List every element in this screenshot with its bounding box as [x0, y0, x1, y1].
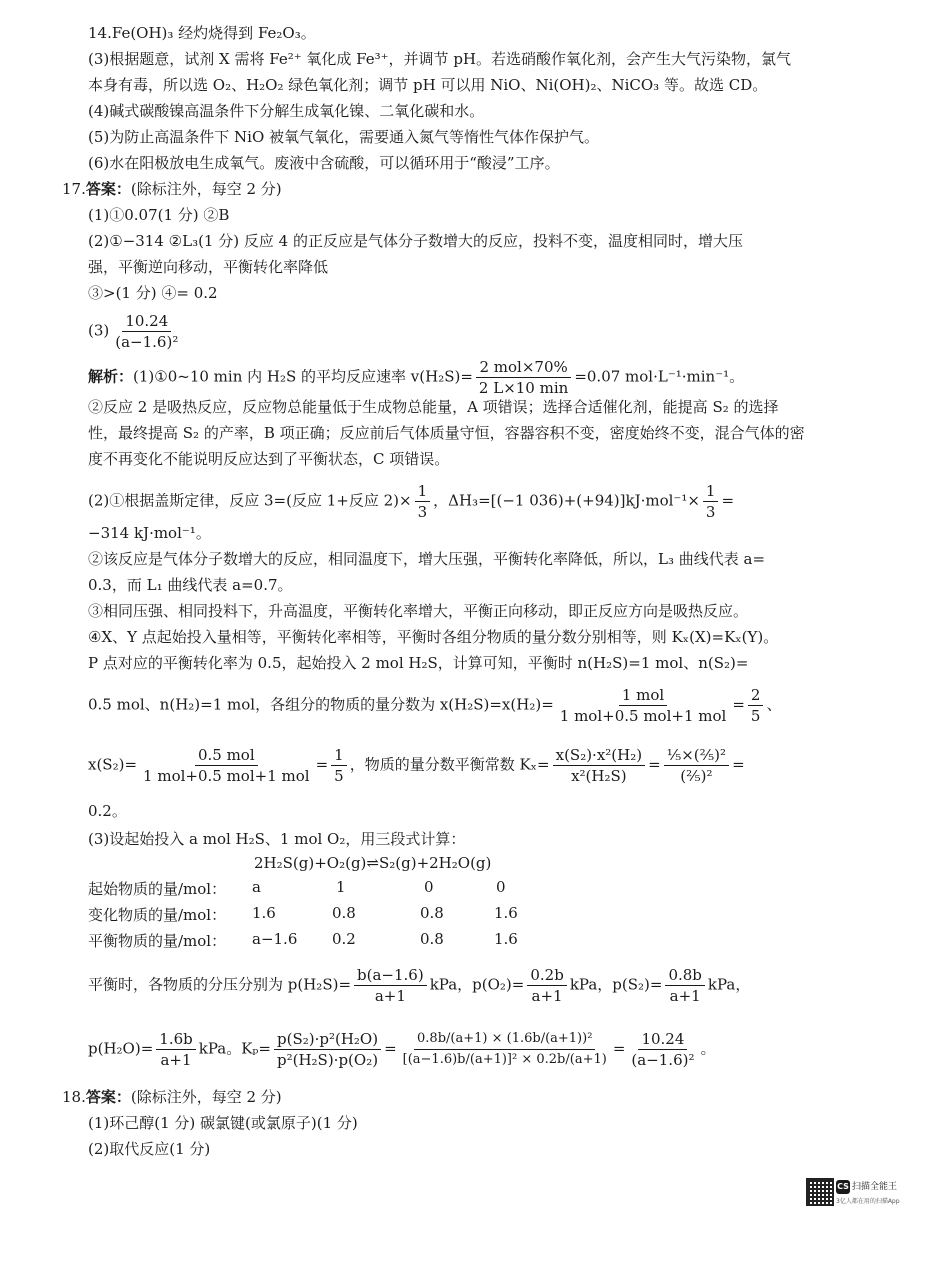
- q17-analysis-6-line2: P 点对应的平衡转化率为 0.5，起始投入 2 mol H₂S，计算可知，平衡时 n(H₂S)=1 mol、n(S₂)=: [88, 654, 749, 672]
- analysis-text: =: [732, 695, 745, 714]
- fraction-denominator: (a−1.6)²: [631, 1051, 695, 1069]
- q17-analysis-2-line1: ②反应 2 是吸热反应，反应物总能量低于生成物总能量，A 项错误；选择合适催化剂，能提高 S₂ 的选择: [88, 398, 779, 416]
- analysis-text: kPa，p(O₂)=: [429, 975, 525, 994]
- fraction-numerator: 1: [415, 482, 431, 502]
- fraction-denominator: 5: [334, 767, 344, 785]
- fraction-numerator: 1.6b: [156, 1030, 195, 1050]
- q17-answer-2-line3: ③>(1 分) ④= 0.2: [88, 284, 218, 302]
- q17-answer-1: (1)①0.07(1 分) ②B: [88, 206, 230, 224]
- q16-part5: (5)为防止高温条件下 NiO 被氧气氧化，需要通入氮气等惰性气体作保护气。: [88, 128, 600, 146]
- p-s2-fraction: [665, 966, 704, 1005]
- q17-analysis-3-result: −314 kJ·mol⁻¹。: [88, 524, 211, 542]
- two-fifths-fraction: [748, 686, 764, 725]
- q17-answer-3-fraction: [112, 312, 181, 351]
- table-cell: a−1.6: [252, 930, 298, 948]
- fraction-numerator: 0.8b/(a+1) × (1.6b/(a+1))²: [414, 1030, 595, 1050]
- q18-answer-2: (2)取代反应(1 分): [88, 1140, 211, 1158]
- analysis-text: kPa，: [707, 975, 751, 994]
- analysis-text: ，物质的量分数平衡常数 Kₓ=: [349, 755, 550, 774]
- table-cell: 0: [496, 878, 506, 896]
- fraction-denominator: a+1: [669, 987, 701, 1005]
- s2-fraction: [140, 746, 313, 785]
- analysis-text: 平衡时，各物质的分压分别为 p(H₂S)=: [88, 975, 352, 994]
- analysis-text: (1)①0~10 min 内 H₂S 的平均反应速率 v(H₂S)=: [133, 367, 473, 386]
- fraction-denominator: 1 mol+0.5 mol+1 mol: [559, 707, 727, 725]
- fraction-denominator: 3: [705, 503, 716, 521]
- analysis-text: =: [721, 491, 735, 510]
- q17-analysis-kp: [88, 1030, 716, 1069]
- table-cell: 1.6: [252, 904, 276, 922]
- analysis-text: kPa。Kₚ=: [198, 1039, 271, 1058]
- analysis-text: ，ΔH₃=[(−1 036)+(+94)]kJ·mol⁻¹×: [433, 491, 700, 510]
- qr-code-icon: [806, 1178, 834, 1206]
- q17-analysis-4-line1: ②该反应是气体分子数增大的反应，相同温度下，增大压强，平衡转化率降低，所以，L₃ 曲线代表 a=: [88, 550, 766, 568]
- q17-analysis-5: ③相同压强、相同投料下，升高温度，平衡转化率增大，平衡正向移动，即正反应方向是吸热反应。: [88, 602, 749, 620]
- fraction-numerator: 1 mol: [619, 686, 667, 706]
- kp-result-fraction: [628, 1030, 697, 1069]
- q18-answer-header: [62, 1086, 282, 1108]
- q17-analysis-2-line2: 性，最终提高 S₂ 的产率，B 项正确；反应前后气体质量守恒，容器容积不变，密度始终不变，混合气体的密: [88, 424, 805, 442]
- q16-part4: (4)碱式碳酸镍高温条件下分解生成氧化镍、二氧化碳和水。: [88, 102, 485, 120]
- fraction-numerator: 2: [748, 686, 764, 706]
- table-cell: a: [252, 878, 261, 896]
- analysis-text: =: [315, 755, 329, 774]
- q17-analysis-part3-intro: (3)设起始投入 a mol H₂S、1 mol O₂，用三段式计算：: [88, 830, 466, 848]
- fraction-numerator: 1: [331, 746, 347, 766]
- analysis-text: 。: [700, 1039, 716, 1058]
- fraction-numerator: 0.2b: [527, 966, 566, 986]
- q17-answer-3: [88, 312, 184, 351]
- q17-answer-note: (除标注外，每空 2 分): [130, 180, 282, 198]
- table-cell: 0.8: [332, 904, 356, 922]
- fraction-numerator: 10.24: [638, 1030, 687, 1050]
- fraction-denominator: x²(H₂S): [571, 767, 627, 785]
- q17-analysis-6-line1: ④X、Y 点起始投入量相等，平衡转化率相等，平衡时各组分物质的量分数分别相等，则 Kₓ(X)=Kₓ(Y)。: [88, 628, 779, 646]
- analysis-text: 、: [766, 695, 782, 714]
- q17-answer-3-prefix: (3): [88, 321, 110, 340]
- fraction-denominator: (⅖)²: [680, 767, 713, 785]
- q17-analysis-kx-result: 0.2。: [88, 802, 127, 820]
- q18-number: 18.: [62, 1088, 86, 1106]
- row-label: 变化物质的量/mol：: [88, 906, 227, 924]
- kx-value-fraction: [664, 746, 729, 785]
- third-fraction: [415, 482, 431, 521]
- q17-answer-2-line2: 强，平衡逆向移动，平衡转化率降低: [88, 258, 329, 276]
- camscanner-logo: CS: [836, 1180, 850, 1194]
- fraction-numerator: 2 mol×70%: [476, 358, 570, 378]
- analysis-text: (2)①根据盖斯定律，反应 3=(反应 1+反应 2)×: [88, 491, 412, 510]
- fraction-numerator: p(S₂)·p²(H₂O): [274, 1030, 381, 1050]
- kp-substitution-fraction: [400, 1030, 610, 1069]
- q16-line-14: 14.Fe(OH)₃ 经灼烧得到 Fe₂O₃。: [88, 24, 316, 42]
- q17-analysis-1: [88, 358, 744, 397]
- table-cell: 1: [336, 878, 346, 896]
- analysis-text: =: [732, 755, 745, 774]
- analysis-text: =: [384, 1039, 397, 1058]
- one-fifth-fraction: [331, 746, 347, 785]
- q18-answer-note: (除标注外，每空 2 分): [130, 1088, 282, 1106]
- analysis-text: kPa，p(S₂)=: [569, 975, 663, 994]
- fraction-denominator: [(a−1.6)b/(a+1)]² × 0.2b/(a+1): [402, 1052, 607, 1067]
- p-h2s-fraction: [354, 966, 427, 1005]
- fraction-numerator: 0.8b: [665, 966, 704, 986]
- q17-analysis-6-line3: [88, 686, 781, 725]
- analysis-text: 0.5 mol、n(H₂)=1 mol，各组分的物质的量分数为 x(H₂S)=x(H₂)=: [88, 695, 554, 714]
- q17-answer-label: 答案：: [85, 180, 131, 198]
- third-fraction-2: [703, 482, 719, 521]
- watermark-subtitle: 3亿人都在用的扫描App: [836, 1198, 900, 1205]
- q17-answer-header: [62, 178, 282, 200]
- q16-part6: (6)水在阳极放电生成氧气。废液中含硫酸，可以循环用于“酸浸”工序。: [88, 154, 560, 172]
- analysis-text: x(S₂)=: [88, 755, 138, 774]
- fraction-denominator: p²(H₂S)·p(O₂): [276, 1051, 379, 1069]
- watermark-name: 扫描全能王: [852, 1182, 898, 1192]
- fraction-denominator: a+1: [374, 987, 406, 1005]
- q18-answer-1: (1)环己醇(1 分) 碳氯键(或氯原子)(1 分): [88, 1114, 358, 1132]
- fraction-denominator: (a−1.6)²: [115, 333, 179, 351]
- fraction-denominator: 1 mol+0.5 mol+1 mol: [143, 767, 310, 785]
- fraction-numerator: 1: [703, 482, 719, 502]
- table-cell: 0: [424, 878, 434, 896]
- q17-number: 17.: [62, 180, 86, 198]
- q17-answer-2-line1: (2)①−314 ②L₃(1 分) 反应 4 的正反应是气体分子数增大的反应，投料不变，温度相同时，增大压: [88, 232, 743, 250]
- analysis-text: p(H₂O)=: [88, 1039, 154, 1058]
- row-label: 平衡物质的量/mol：: [88, 932, 227, 950]
- q16-part3-line1: (3)根据题意，试剂 X 需将 Fe²⁺ 氧化成 Fe³⁺，并调节 pH。若选硝酸作氧化剂，会产生大气污染物，氯气: [88, 50, 792, 68]
- q17-analysis-2-line3: 度不再变化不能说明反应达到了平衡状态，C 项错误。: [88, 450, 450, 468]
- q17-analysis-4-line2: 0.3，而 L₁ 曲线代表 a=0.7。: [88, 576, 293, 594]
- table-cell: 1.6: [494, 930, 518, 948]
- fraction-numerator: x(S₂)·x²(H₂): [553, 746, 646, 766]
- analysis-text: =: [648, 755, 661, 774]
- fraction-numerator: 0.5 mol: [195, 746, 258, 766]
- q17-analysis-7: [88, 746, 745, 785]
- analysis-text: =0.07 mol·L⁻¹·min⁻¹。: [574, 367, 745, 386]
- rate-fraction: [476, 358, 571, 397]
- q18-answer-label: 答案：: [85, 1088, 131, 1106]
- mole-fraction: [557, 686, 730, 725]
- row-label: 起始物质的量/mol：: [88, 880, 227, 898]
- kx-fraction: [553, 746, 646, 785]
- fraction-numerator: 10.24: [122, 312, 171, 332]
- table-cell: 1.6: [494, 904, 518, 922]
- fraction-denominator: 2 L×10 min: [478, 379, 569, 397]
- table-cell: 0.8: [420, 904, 444, 922]
- table-cell: 0.2: [332, 930, 356, 948]
- kp-expression-fraction: [274, 1030, 381, 1069]
- fraction-denominator: a+1: [531, 987, 563, 1005]
- table-cell: 0.8: [420, 930, 444, 948]
- reaction-equation: 2H₂S(g)+O₂(g)⇌S₂(g)+2H₂O(g): [254, 854, 492, 872]
- fraction-numerator: ⅕×(⅖)²: [664, 746, 729, 766]
- fraction-denominator: 5: [750, 707, 761, 725]
- q17-analysis-label: 解析：: [88, 367, 134, 386]
- p-o2-fraction: [527, 966, 566, 1005]
- q16-part3-line2: 本身有毒，所以选 O₂、H₂O₂ 绿色氧化剂；调节 pH 可以用 NiO、Ni(OH)₂、NiCO₃ 等。故选 CD。: [88, 76, 768, 94]
- analysis-text: =: [612, 1039, 626, 1058]
- q17-analysis-partial-pressures: [88, 966, 750, 1005]
- fraction-numerator: b(a−1.6): [354, 966, 427, 986]
- p-h2o-fraction: [156, 1030, 195, 1069]
- fraction-denominator: 3: [417, 503, 428, 521]
- fraction-denominator: a+1: [160, 1051, 192, 1069]
- q17-analysis-3: [88, 482, 734, 521]
